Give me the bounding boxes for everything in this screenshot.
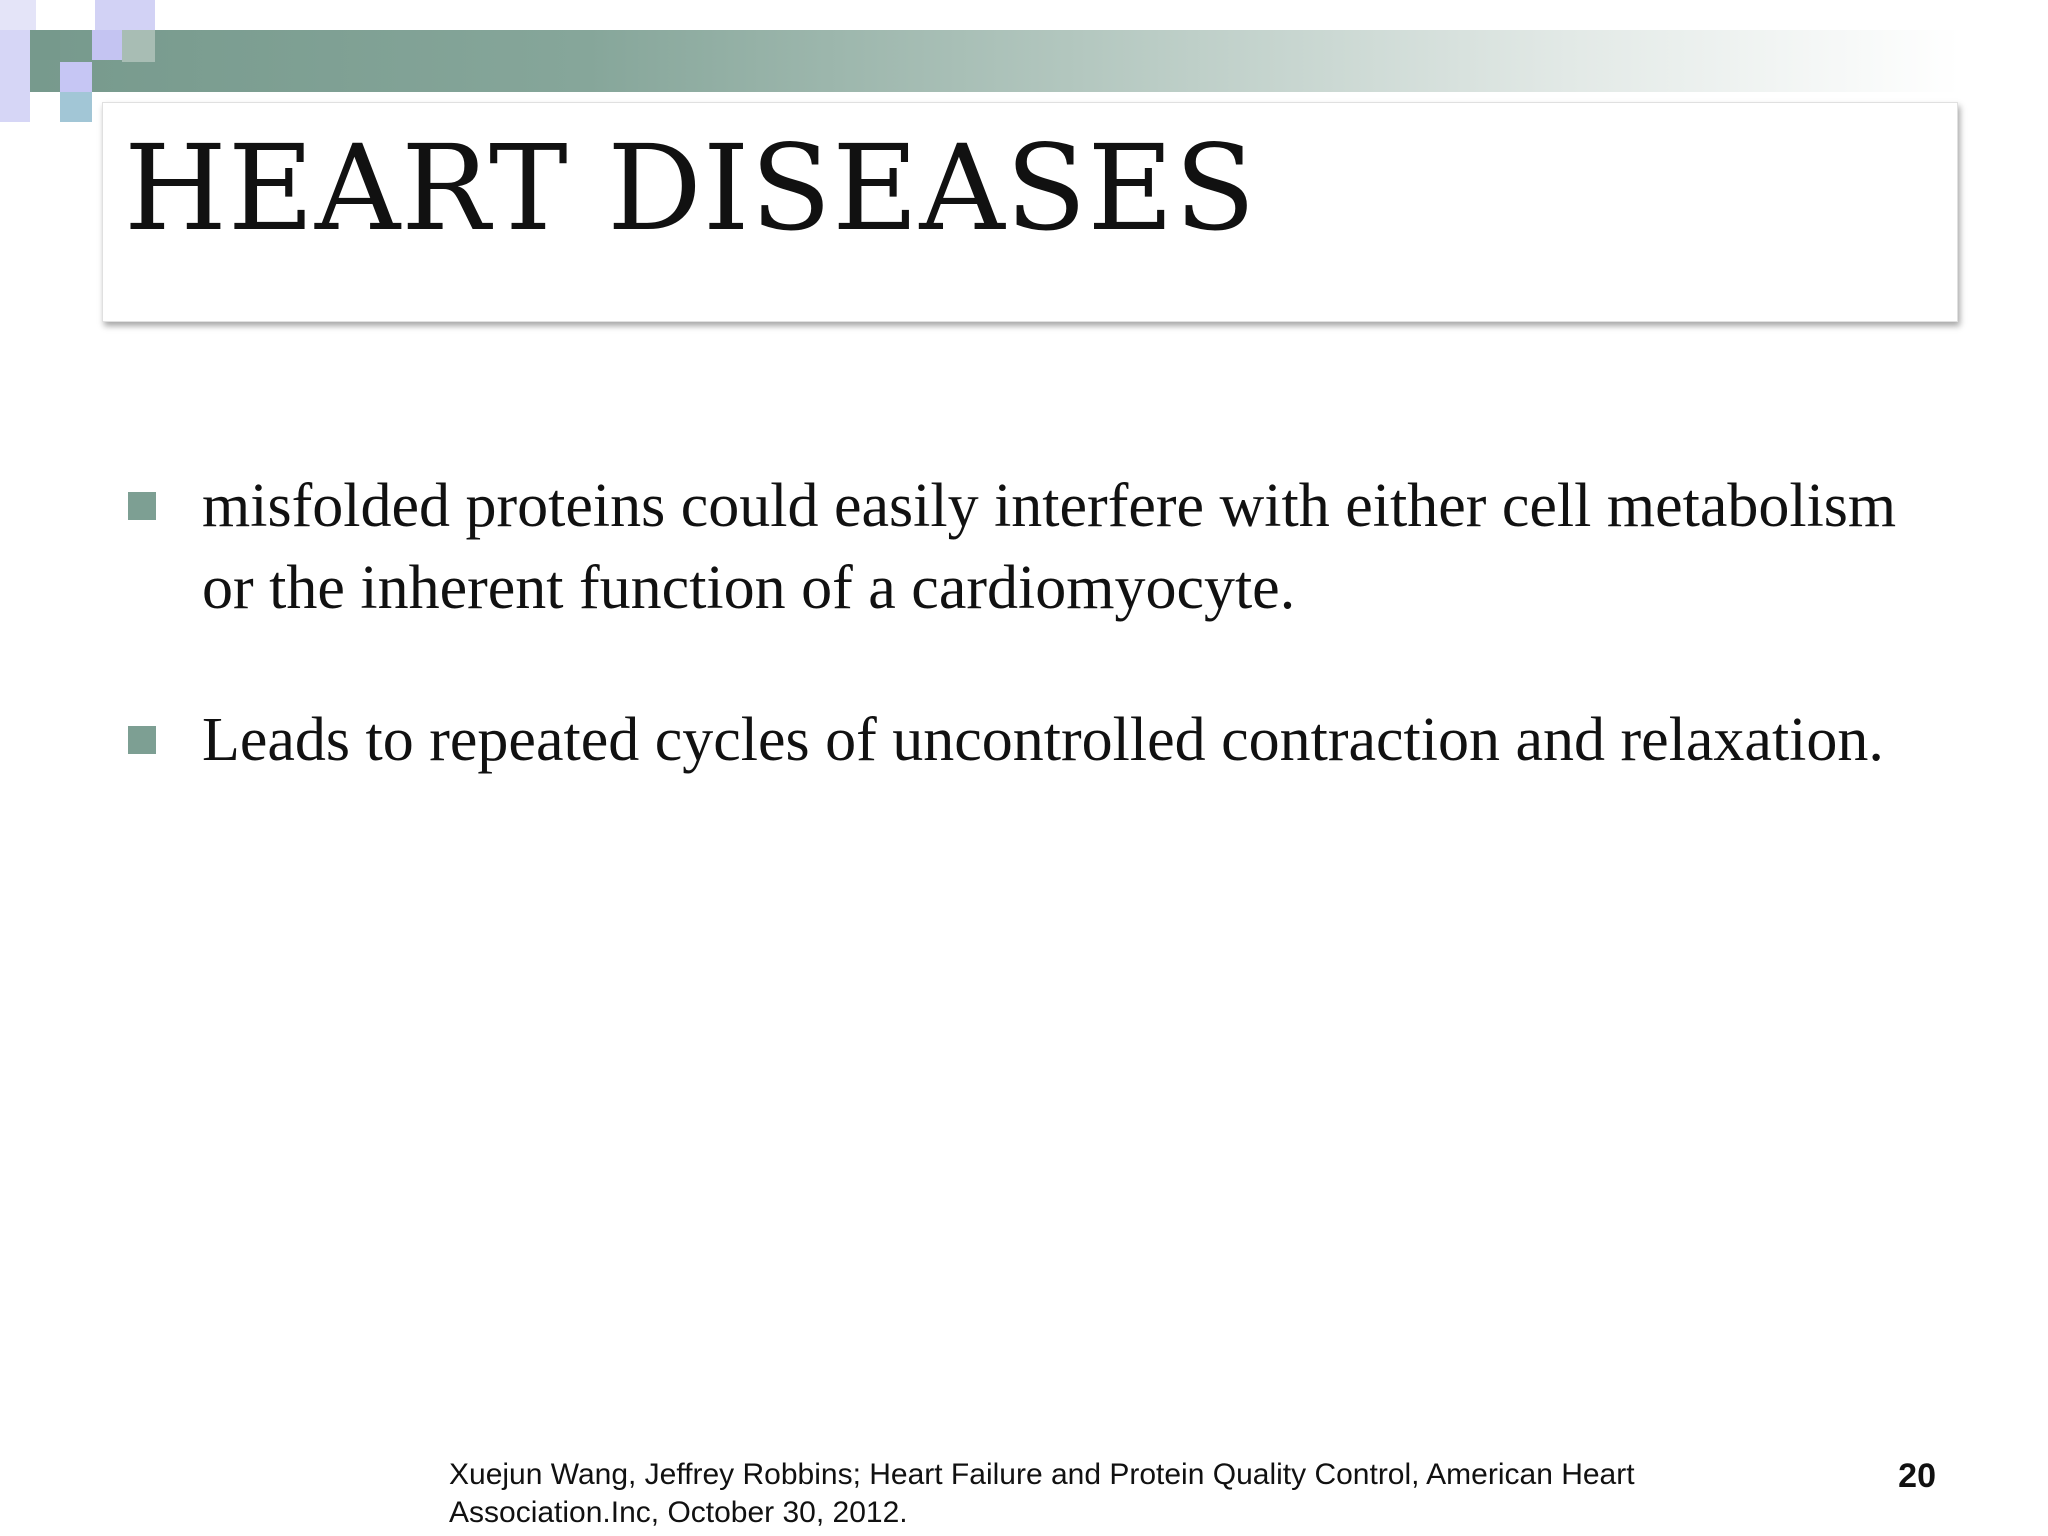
slide-title: HEART DISEASES [124, 119, 1257, 257]
header-gradient-band [0, 30, 1960, 92]
square-bullet-icon [128, 492, 156, 520]
page-number: 20 [1898, 1457, 1936, 1495]
bullet-text: misfolded proteins could easily interfere with either cell metabolism or the inherent function of a cardiomyocyte. [202, 472, 1897, 622]
bullet-item [126, 465, 1926, 629]
bullet-list [126, 465, 1926, 851]
bullet-item [126, 699, 1926, 781]
citation: Xuejun Wang, Jeffrey Robbins; Heart Failure and Protein Quality Control, American Heart Association.Inc, October 30, 2012. [449, 1458, 1635, 1529]
square-bullet-icon [128, 726, 156, 754]
bullet-text: Leads to repeated cycles of uncontrolled contraction and relaxation. [202, 706, 1884, 774]
